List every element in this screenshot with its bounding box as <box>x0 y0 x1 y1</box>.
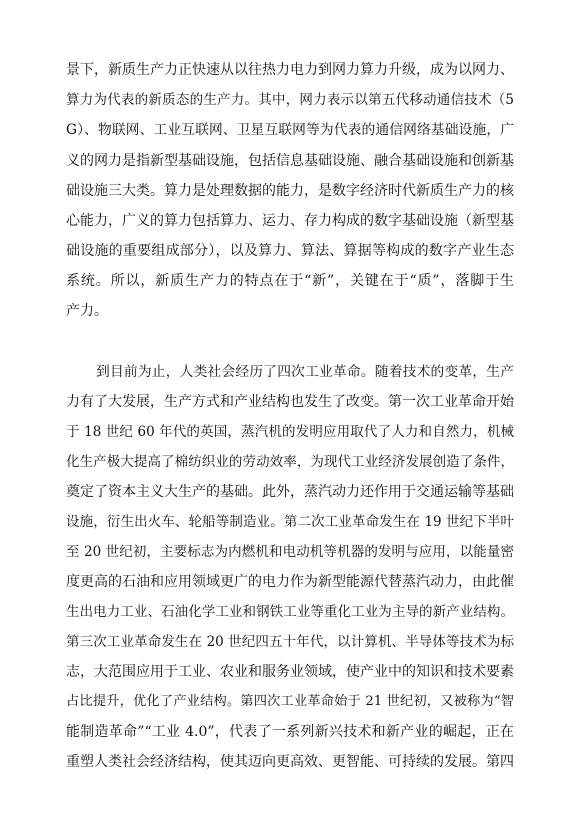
paragraph-1-line-6: 心能力，广义的算力包括算力、运力、存力构成的数字基础设施（新型基 <box>66 213 514 229</box>
paragraph-2-line-7: 至 20 世纪初，主要标志为内燃机和电动机等机器的发明与应用，以能量密 <box>66 544 514 560</box>
paragraph-1-line-1: 景下，新质生产力正快速从以往热力电力到网力算力升级，成为以网力、 <box>66 62 514 78</box>
paragraph-2-line-2: 力有了大发展，生产方式和产业结构也发生了改变。第一次工业革命开始 <box>66 394 514 410</box>
paragraph-2-line-6: 设施，衍生出火车、轮船等制造业。第二次工业革命发生在 19 世纪下半叶 <box>66 514 514 530</box>
paragraph-2-line-4: 化生产极大提高了棉纺织业的劳动效率，为现代工业经济发展创造了条件， <box>66 454 514 470</box>
paragraph-1-line-3: G）、物联网、工业互联网、卫星互联网等为代表的通信网络基础设施，广 <box>66 122 514 138</box>
paragraph-2-line-12: 占比提升，优化了产业结构。第四次工业革命始于 21 世纪初，又被称为“智 <box>66 694 514 709</box>
paragraph-2-line-3: 于 18 世纪 60 年代的英国，蒸汽机的发明应用取代了人力和自然力，机械 <box>66 424 514 440</box>
paragraph-1-line-2: 算力为代表的新质态的生产力。其中，网力表示以第五代移动通信技术（5 <box>66 92 514 108</box>
paragraph-2-line-5: 奠定了资本主义大生产的基础。此外，蒸汽动力还作用于交通运输等基础 <box>66 484 514 500</box>
paragraph-2-line-9: 生出电力工业、石油化学工业和钢铁工业等重化工业为主导的新产业结构。 <box>66 604 514 620</box>
paragraph-2-line-13: 能制造革命”“工业 4.0”，代表了一系列新兴技术和新产业的崛起，正在 <box>66 724 514 740</box>
paragraph-1-line-4: 义的网力是指新型基础设施，包括信息基础设施、融合基础设施和创新基 <box>66 153 514 169</box>
paragraph-2-line-11: 志，大范围应用于工业、农业和服务业领域，使产业中的知识和技术要素 <box>66 664 514 680</box>
paragraph-2-line-1: 到目前为止，人类社会经历了四次工业革命。随着技术的变革，生产 <box>96 364 514 380</box>
paragraph-2-line-8: 度更高的石油和应用领域更广的电力作为新型能源代替蒸汽动力，由此催 <box>66 574 514 590</box>
paragraph-2-line-14: 重塑人类社会经济结构，使其迈向更高效、更智能、可持续的发展。第四 <box>66 754 514 770</box>
paragraph-1-line-8: 系统。所以，新质生产力的特点在于“新”，关键在于“质”，落脚于生 <box>66 273 514 289</box>
paragraph-2-line-10: 第三次工业革命发生在 20 世纪四五十年代，以计算机、半导体等技术为标 <box>66 634 514 650</box>
paragraph-1-line-7: 础设施的重要组成部分），以及算力、算法、算据等构成的数字产业生态 <box>66 243 514 259</box>
paragraph-1-line-9: 产力。 <box>66 303 108 319</box>
paragraph-1-line-5: 础设施三大类。算力是处理数据的能力，是数字经济时代新质生产力的核 <box>66 183 514 199</box>
